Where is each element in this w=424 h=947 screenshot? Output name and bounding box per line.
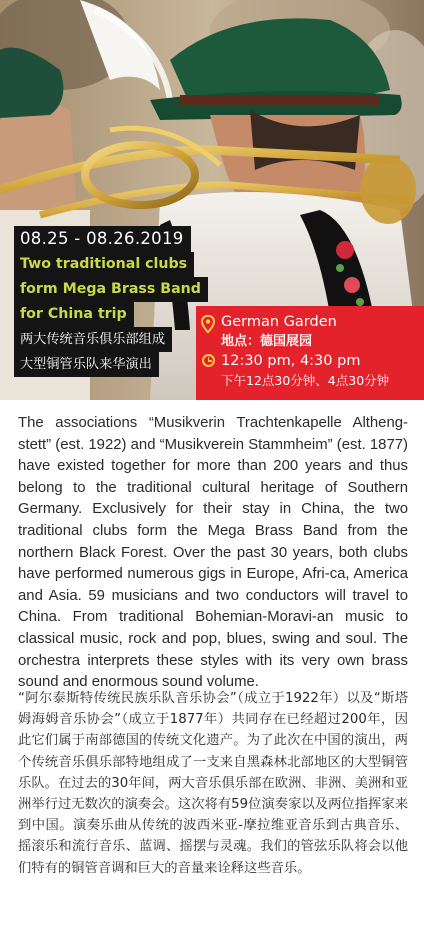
description-cn: “阿尔泰斯特传统民族乐队音乐协会”（成立于1922年）以及“斯塔姆海姆音乐协会”（成立于1877年）共同存在已经超过200年，因此它们属于南部德国的传统文化遗产。为了此次在中国的演出，两个传统音乐俱乐部特地组成了一支来自黑森林北部地区的大型铜管乐队。在过去的30年间，两大音乐俱乐部在欧洲、非洲、美洲和亚洲举行过无数次的演奏会。这次将有59位演奏家以及两位指挥家来到中国。演奏乐曲从传统的波西米亚-摩拉维亚音乐到古典音乐、摇滚乐和流行音乐、蓝调、摇摆与灵魂。我们的管弦乐队将会以他们特有的铜管音调和巨大的音量来诠释这些音乐。 (18, 691, 408, 876)
time-en: 12:30 pm, 4:30 pm (221, 353, 361, 369)
event-title-block (14, 226, 208, 377)
event-date: 08.25 - 08.26.2019 (14, 226, 191, 252)
venue-cn: 地点：德国展园 (221, 334, 313, 349)
event-title-en-line-3: for China trip (14, 302, 134, 327)
event-title-cn-line-2: 大型铜管乐队来华演出 (14, 352, 159, 377)
time-cn: 下午12点30分钟、4点30分钟 (221, 373, 390, 388)
description-en: The associations “Musikverin Trachtenkapelle Altheng-stett” (est. 1922) and “Musikverein Stammheim” (est. 1877) have existed together for more than 200 years and thus belong to the traditional cultural heritage of Southern Germany. Exclusively for their stay in China, the two traditional clubs form the Mega Brass Band from the northern Black Forest. Over the past 30 years, both clubs have performed numerous gigs in Europe, Afri-ca, America and Asia. 59 musicians and two conductors will travel to China. From traditional Bohemian-Moravi-an music to classical music, rock and pop, blues, swing and soul. The orchestra interprets these styles with its very own brass sound and enormous sound volume. (18, 415, 408, 691)
venue-en: German Garden (221, 314, 337, 330)
event-title-en-line-1: Two traditional clubs (14, 252, 194, 277)
location-pin-icon (201, 315, 215, 333)
event-info-box (196, 306, 424, 400)
event-title-cn-line-1: 两大传统音乐俱乐部组成 (14, 327, 172, 352)
event-title-en-line-2: form Mega Brass Band (14, 277, 208, 302)
clock-icon (202, 354, 215, 367)
